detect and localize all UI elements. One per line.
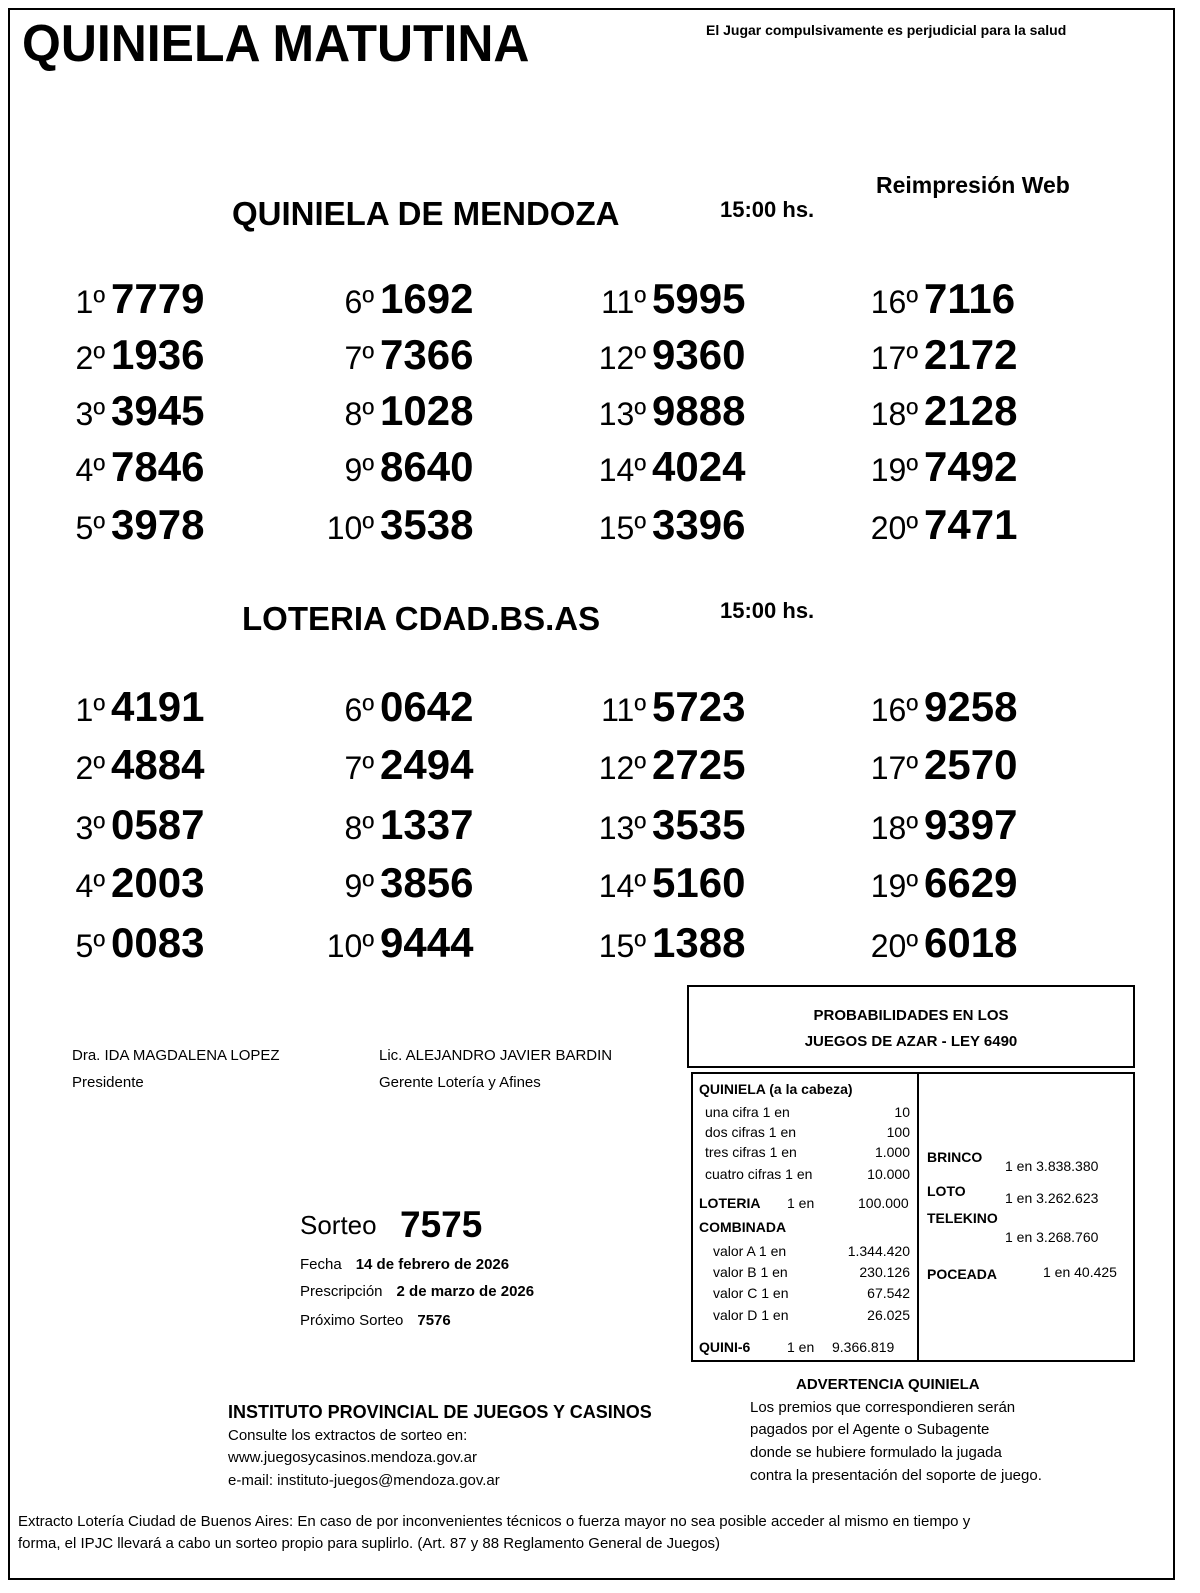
result-number: 7471 <box>924 501 1018 548</box>
result-15 <box>586 919 745 967</box>
result-number: 5160 <box>652 859 746 906</box>
result-number: 2003 <box>111 859 205 906</box>
sorteo-label: Sorteo <box>300 1210 377 1240</box>
section-title-mendoza: QUINIELA DE MENDOZA <box>232 195 620 232</box>
quiniela-title: QUINIELA (a la cabeza) <box>699 1081 853 1097</box>
result-number: 7116 <box>924 275 1016 322</box>
institute-email: e-mail: instituto-juegos@mendoza.gov.ar <box>228 1472 500 1489</box>
combinada-row-value: 230.126 <box>859 1264 910 1280</box>
result-number: 7779 <box>111 275 205 322</box>
result-6 <box>314 275 473 323</box>
result-number: 1692 <box>380 275 474 322</box>
result-9 <box>314 443 473 491</box>
prescripcion-value: 2 de marzo de 2026 <box>396 1283 535 1300</box>
result-15 <box>586 501 745 549</box>
result-position: 7º <box>344 340 374 376</box>
proximo-label: Próximo Sorteo <box>300 1312 404 1329</box>
result-position: 3º <box>75 810 105 846</box>
advertencia-title: ADVERTENCIA QUINIELA <box>796 1376 980 1393</box>
combinada-row-value: 1.344.420 <box>847 1243 910 1259</box>
telekino-label: TELEKINO <box>927 1210 998 1226</box>
combinada-row-label: valor C 1 en <box>713 1285 789 1301</box>
telekino-value: 1 en 3.268.760 <box>1005 1229 1099 1245</box>
brinco-value: 1 en 3.838.380 <box>1005 1158 1099 1174</box>
result-18 <box>858 387 1017 435</box>
quini6-value: 9.366.819 <box>832 1339 895 1355</box>
result-position: 14º <box>598 452 646 488</box>
advertencia-line-3: donde se hubiere formulado la jugada <box>750 1444 1002 1461</box>
result-position: 20º <box>870 928 918 964</box>
result-number: 3535 <box>652 801 746 848</box>
result-number: 3856 <box>380 859 474 906</box>
result-number: 1388 <box>652 919 746 966</box>
loteria-text: 1 en <box>787 1195 815 1211</box>
result-11 <box>586 683 745 731</box>
result-position: 18º <box>870 396 918 432</box>
section-time-mendoza: 15:00 hs. <box>720 197 815 222</box>
result-position: 4º <box>75 868 105 904</box>
result-position: 14º <box>598 868 646 904</box>
combinada-row-label: valor D 1 en <box>713 1307 789 1323</box>
result-position: 15º <box>598 928 646 964</box>
quiniela-row-label: dos cifras 1 en <box>705 1124 797 1140</box>
combinada-row-label: valor A 1 en <box>713 1243 787 1259</box>
combinada-row-label: valor B 1 en <box>713 1264 788 1280</box>
result-position: 18º <box>870 810 918 846</box>
fecha-row <box>300 1256 509 1273</box>
result-3 <box>45 801 204 849</box>
result-20 <box>858 919 1017 967</box>
result-19 <box>858 443 1017 491</box>
result-19 <box>858 859 1017 907</box>
loto-value: 1 en 3.262.623 <box>1005 1190 1099 1206</box>
result-number: 8640 <box>380 443 474 490</box>
signature-left <box>72 1042 280 1096</box>
probabilities-header-box <box>687 985 1135 1068</box>
institute-line-1: Consulte los extractos de sorteo en: <box>228 1427 468 1444</box>
result-number: 2172 <box>924 331 1018 378</box>
result-number: 3945 <box>111 387 205 434</box>
prescripcion-label: Prescripción <box>300 1283 383 1300</box>
result-5 <box>45 501 204 549</box>
result-number: 7846 <box>111 443 205 490</box>
result-position: 9º <box>344 868 374 904</box>
result-position: 2º <box>75 750 105 786</box>
result-position: 16º <box>870 692 918 728</box>
page-title: QUINIELA MATUTINA <box>22 15 530 73</box>
quiniela-row-value: 100 <box>886 1124 910 1140</box>
result-position: 4º <box>75 452 105 488</box>
loto-label: LOTO <box>927 1183 966 1199</box>
probabilities-title-1: PROBABILIDADES EN LOS <box>813 1007 1009 1024</box>
result-number: 9444 <box>380 919 474 966</box>
result-number: 2725 <box>652 741 746 788</box>
prescripcion-row <box>300 1283 534 1300</box>
result-position: 1º <box>75 284 105 320</box>
result-number: 7492 <box>924 443 1018 490</box>
result-position: 13º <box>598 810 646 846</box>
proximo-value: 7576 <box>417 1312 451 1329</box>
result-position: 6º <box>344 284 374 320</box>
result-number: 5723 <box>652 683 746 730</box>
result-number: 0587 <box>111 801 205 848</box>
result-5 <box>45 919 204 967</box>
result-10 <box>314 919 473 967</box>
result-1 <box>45 683 204 731</box>
result-position: 10º <box>326 510 374 546</box>
quiniela-row-label: cuatro cifras 1 en <box>705 1166 813 1182</box>
result-17 <box>858 741 1017 789</box>
signature-right <box>379 1042 612 1096</box>
quiniela-row-value: 1.000 <box>874 1144 910 1160</box>
result-number: 5995 <box>652 275 746 322</box>
result-14 <box>586 443 745 491</box>
result-2 <box>45 741 204 789</box>
advertencia-line-1: Los premios que correspondieren serán <box>750 1399 1016 1416</box>
sorteo-number: 7575 <box>400 1204 483 1245</box>
result-position: 19º <box>870 868 918 904</box>
result-position: 12º <box>598 750 646 786</box>
advertencia-line-2: pagados por el Agente o Subagente <box>750 1421 990 1438</box>
result-20 <box>858 501 1017 549</box>
footer-line-2: forma, el IPJC llevará a cabo un sorteo propio para suplirlo. (Art. 87 y 88 Reglamento General de Juegos) <box>18 1535 721 1552</box>
result-12 <box>586 741 745 789</box>
result-number: 9258 <box>924 683 1018 730</box>
loteria-value: 100.000 <box>858 1195 909 1211</box>
health-warning: El Jugar compulsivamente es perjudicial para la salud <box>706 22 1067 38</box>
result-number: 0642 <box>380 683 474 730</box>
section-title-loteria: LOTERIA CDAD.BS.AS <box>242 600 601 637</box>
result-13 <box>586 801 745 849</box>
result-position: 7º <box>344 750 374 786</box>
result-2 <box>45 331 204 379</box>
combinada-row-value: 26.025 <box>867 1307 910 1323</box>
result-number: 0083 <box>111 919 205 966</box>
result-14 <box>586 859 745 907</box>
result-number: 3538 <box>380 501 474 548</box>
brinco-label: BRINCO <box>927 1149 983 1165</box>
signature-left-role: Presidente <box>72 1074 144 1091</box>
result-position: 2º <box>75 340 105 376</box>
fecha-label: Fecha <box>300 1256 342 1273</box>
result-number: 6018 <box>924 919 1018 966</box>
result-number: 3978 <box>111 501 205 548</box>
result-position: 6º <box>344 692 374 728</box>
institute-name: INSTITUTO PROVINCIAL DE JUEGOS Y CASINOS <box>228 1402 652 1422</box>
result-position: 16º <box>870 284 918 320</box>
institute-website: www.juegosycasinos.mendoza.gov.ar <box>228 1449 478 1466</box>
result-16 <box>858 683 1017 731</box>
result-position: 15º <box>598 510 646 546</box>
result-6 <box>314 683 473 731</box>
quini6-label: QUINI-6 <box>699 1339 751 1355</box>
result-number: 4884 <box>111 741 205 788</box>
result-position: 19º <box>870 452 918 488</box>
advertencia-line-4: contra la presentación del soporte de juego. <box>750 1467 1042 1484</box>
quiniela-row-label: una cifra 1 en <box>705 1104 790 1120</box>
result-8 <box>314 801 473 849</box>
result-number: 4024 <box>652 443 746 490</box>
result-18 <box>858 801 1017 849</box>
result-17 <box>858 331 1017 379</box>
result-10 <box>314 501 473 549</box>
result-12 <box>586 331 745 379</box>
result-position: 17º <box>870 750 918 786</box>
quiniela-row-value: 10.000 <box>867 1166 910 1182</box>
result-8 <box>314 387 473 435</box>
result-position: 5º <box>75 510 105 546</box>
result-3 <box>45 387 204 435</box>
result-number: 1936 <box>111 331 205 378</box>
footer-line-1: Extracto Lotería Ciudad de Buenos Aires: En caso de por inconvenientes técnicos o fuerza mayor no sea posible acceder al mismo en tiempo y <box>18 1513 971 1530</box>
combinada-row-value: 67.542 <box>867 1285 910 1301</box>
result-position: 13º <box>598 396 646 432</box>
signature-right-name: Lic. ALEJANDRO JAVIER BARDIN <box>379 1047 613 1064</box>
probabilities-title-2: JUEGOS DE AZAR - LEY 6490 <box>804 1033 1018 1050</box>
result-position: 12º <box>598 340 646 376</box>
result-number: 6629 <box>924 859 1018 906</box>
quiniela-row-label: tres cifras 1 en <box>705 1144 797 1160</box>
result-position: 20º <box>870 510 918 546</box>
result-number: 9888 <box>652 387 746 434</box>
result-position: 3º <box>75 396 105 432</box>
combinada-title: COMBINADA <box>699 1219 787 1235</box>
result-13 <box>586 387 745 435</box>
quiniela-row-value: 10 <box>894 1104 910 1120</box>
result-position: 17º <box>870 340 918 376</box>
result-position: 11º <box>601 692 646 728</box>
result-number: 1028 <box>380 387 474 434</box>
signature-right-role: Gerente Lotería y Afines <box>379 1074 541 1091</box>
result-position: 11º <box>601 284 646 320</box>
result-number: 2128 <box>924 387 1018 434</box>
result-number: 3396 <box>652 501 746 548</box>
reprint-label: Reimpresión Web <box>876 172 1070 198</box>
result-position: 10º <box>326 928 374 964</box>
result-9 <box>314 859 473 907</box>
quini6-text: 1 en <box>787 1339 815 1355</box>
result-number: 4191 <box>111 683 205 730</box>
proximo-row <box>300 1312 451 1329</box>
result-position: 8º <box>344 396 374 432</box>
result-position: 8º <box>344 810 374 846</box>
result-position: 9º <box>344 452 374 488</box>
fecha-value: 14 de febrero de 2026 <box>355 1256 510 1273</box>
result-11 <box>586 275 745 323</box>
result-4 <box>45 443 204 491</box>
result-position: 1º <box>75 692 105 728</box>
signature-left-name: Dra. IDA MAGDALENA LOPEZ <box>72 1047 280 1064</box>
result-position: 5º <box>75 928 105 964</box>
result-1 <box>45 275 204 323</box>
result-4 <box>45 859 204 907</box>
result-number: 2570 <box>924 741 1018 788</box>
section-time-loteria: 15:00 hs. <box>720 598 815 623</box>
result-7 <box>314 741 473 789</box>
poceada-label: POCEADA <box>927 1266 998 1282</box>
poceada-value: 1 en 40.425 <box>1043 1264 1117 1280</box>
loteria-label: LOTERIA <box>699 1195 761 1211</box>
result-number: 7366 <box>380 331 474 378</box>
result-16 <box>858 275 1015 323</box>
result-7 <box>314 331 473 379</box>
result-number: 9397 <box>924 801 1018 848</box>
result-number: 1337 <box>380 801 474 848</box>
result-number: 2494 <box>380 741 474 788</box>
result-number: 9360 <box>652 331 746 378</box>
